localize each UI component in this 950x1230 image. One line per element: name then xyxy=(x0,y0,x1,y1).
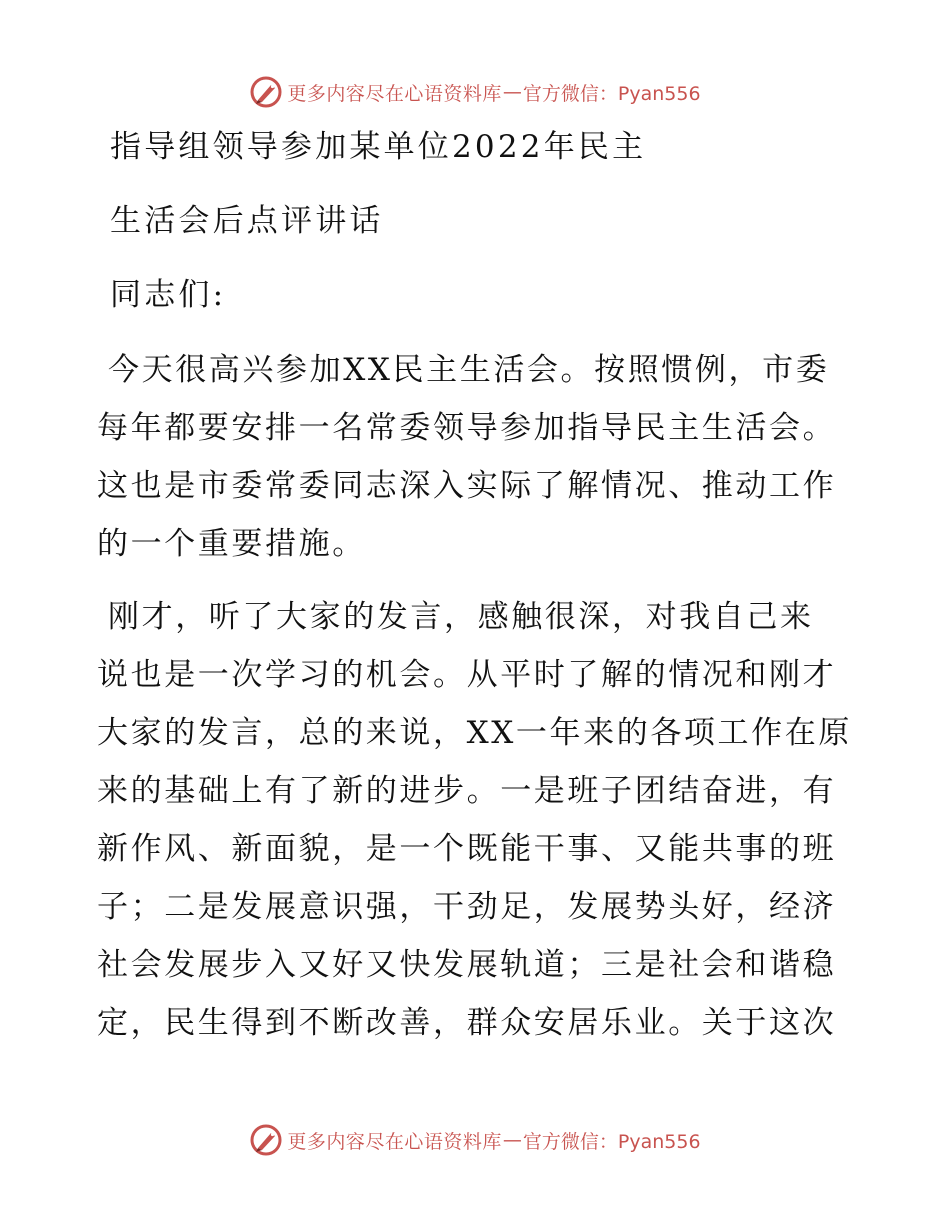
watermark-wechat-text: 官方微信：Pyan556 xyxy=(522,82,701,105)
watermark-dash: — xyxy=(502,1129,522,1151)
document-title-line-1: 指导组领导参加某单位2022年民主 xyxy=(110,129,647,165)
paragraph-2-line: 来的基础上有了新的进步。一是班子团结奋进，有 xyxy=(97,773,837,809)
watermark-wechat-text: 官方微信：Pyan556 xyxy=(522,1130,701,1153)
paragraph-2-line: 子；二是发展意识强，干劲足，发展势头好，经济 xyxy=(97,889,837,925)
footer-watermark xyxy=(0,1120,950,1160)
paragraph-1-line: 今天很高兴参加XX民主生活会。按照惯例，市委 xyxy=(108,352,830,388)
watermark-brand-text: 更多内容尽在心语资料库 xyxy=(287,82,502,105)
paragraph-1-line: 的一个重要措施。 xyxy=(97,526,366,562)
document-title-line-2: 生活会后点评讲话 xyxy=(110,203,384,239)
paragraph-2-line: 刚才，听了大家的发言，感触很深，对我自己来 xyxy=(108,599,814,635)
paragraph-2-line: 社会发展步入又好又快发展轨道；三是社会和谐稳 xyxy=(97,947,837,983)
header-watermark xyxy=(0,72,950,112)
salutation: 同志们: xyxy=(110,277,227,313)
paragraph-2-line: 大家的发言，总的来说，XX一年来的各项工作在原 xyxy=(97,715,852,751)
watermark-dash: — xyxy=(502,81,522,103)
pen-logo-icon xyxy=(249,1123,283,1157)
paragraph-2-line: 新作风、新面貌，是一个既能干事、又能共事的班 xyxy=(97,831,837,867)
watermark-brand-text: 更多内容尽在心语资料库 xyxy=(287,1130,502,1153)
paragraph-1-line: 每年都要安排一名常委领导参加指导民主生活会。 xyxy=(97,410,837,446)
paragraph-1-line: 这也是市委常委同志深入实际了解情况、推动工作 xyxy=(97,468,837,504)
paragraph-2-line: 说也是一次学习的机会。从平时了解的情况和刚才 xyxy=(97,657,837,693)
paragraph-2-line: 定，民生得到不断改善，群众安居乐业。关于这次 xyxy=(97,1005,837,1041)
pen-logo-icon xyxy=(249,75,283,109)
